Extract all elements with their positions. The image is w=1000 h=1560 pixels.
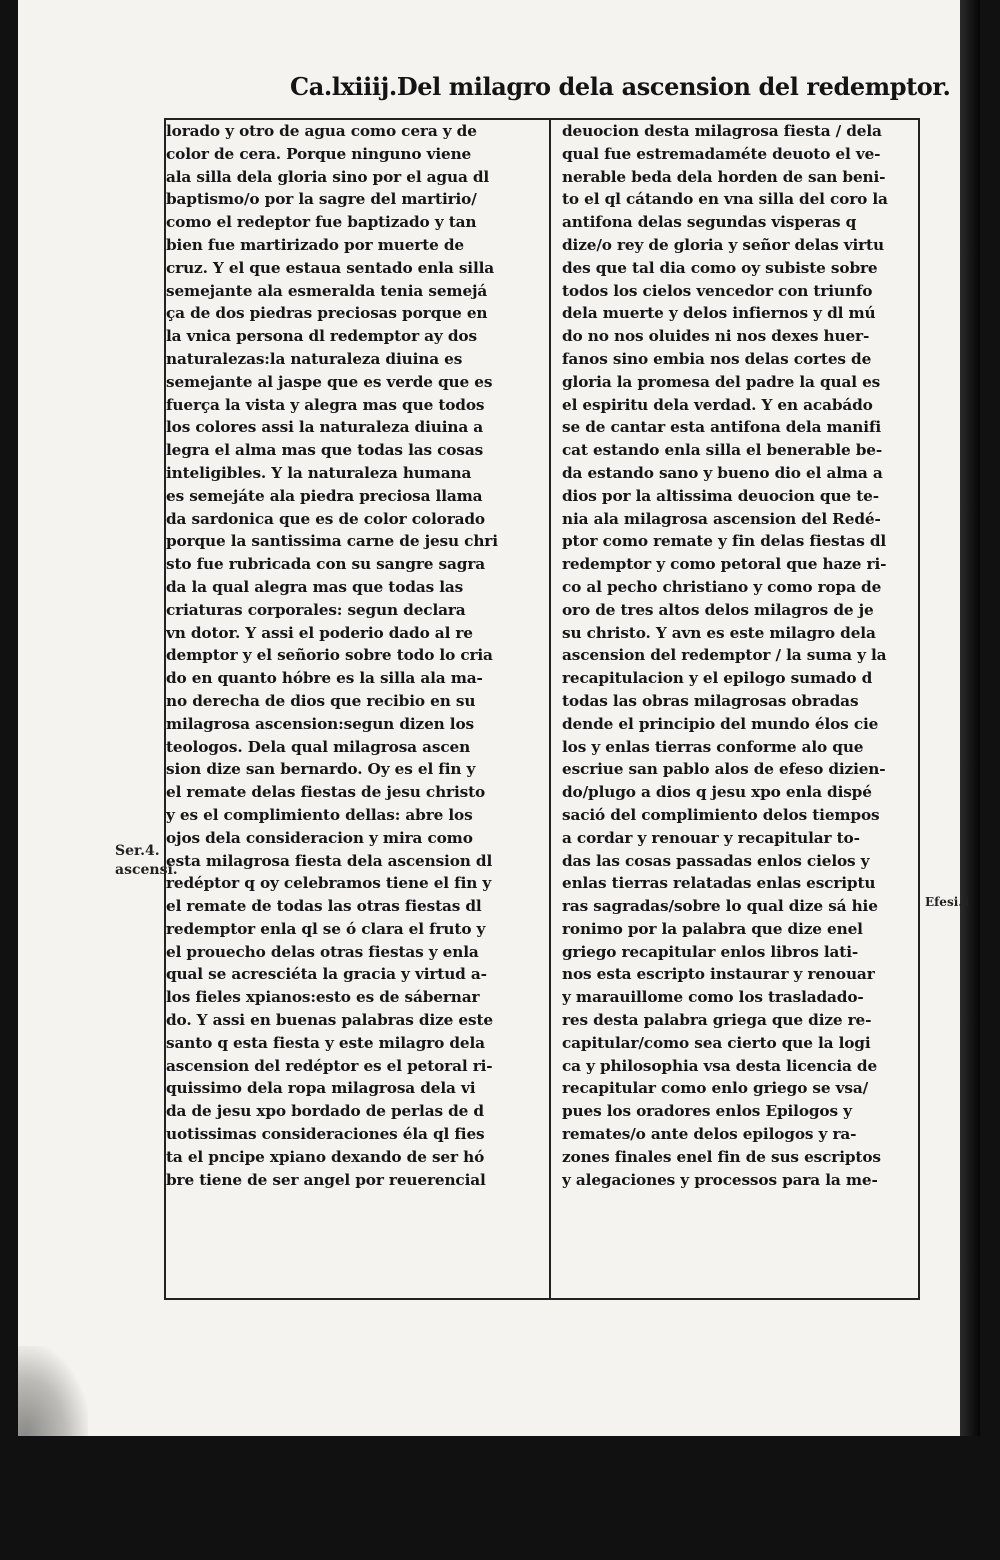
text-line: do. Y assi en buenas palabras dize este — [166, 1011, 493, 1030]
right-text-column — [562, 120, 924, 1560]
text-line: gloria la promesa del padre la qual es — [562, 372, 881, 391]
text-line: sto fue rubricada con su sangre sagra — [166, 555, 485, 574]
text-line: como el redeptor fue baptizado y tan — [166, 213, 477, 232]
text-line: escriue san pablo alos de efeso dizien- — [562, 760, 886, 779]
text-line: el remate delas fiestas de jesu christo — [166, 783, 486, 802]
text-line: el remate de todas las otras fiestas dl — [166, 897, 482, 916]
text-line: color de cera. Porque ninguno viene — [166, 144, 472, 163]
text-line: redéptor q oy celebramos tiene el fin y — [166, 874, 492, 893]
thumb-shadow — [18, 1346, 88, 1436]
text-line: demptor y el señorio sobre todo lo cria — [166, 646, 493, 665]
text-line: teologos. Dela qual milagrosa ascen — [166, 737, 471, 756]
text-line: ascension del redéptor es el petoral ri- — [166, 1056, 493, 1075]
text-line: redemptor y como petoral que haze ri- — [562, 555, 887, 574]
running-header: Ca.lxiiij.Del milagro dela ascension del redemptor. — [290, 72, 951, 101]
text-line: dende el principio del mundo élos cie — [562, 714, 879, 733]
text-line: das las cosas passadas enlos cielos y — [562, 851, 870, 870]
text-line: fuerça la vista y alegra mas que todos — [166, 395, 485, 414]
text-line: nerable beda dela horden de san beni- — [562, 167, 886, 186]
text-line: bien fue martirizado por muerte de — [166, 235, 465, 254]
text-line: se de cantar esta antifona dela manifi — [562, 418, 882, 437]
text-line: su christo. Y avn es este milagro dela — [562, 623, 876, 642]
text-line: santo q esta fiesta y este milagro dela — [166, 1033, 485, 1052]
text-line: y es el complimiento dellas: abre los — [166, 805, 473, 824]
text-line: recapitular como enlo griego se vsa/ — [562, 1079, 869, 1098]
text-line: la vnica persona dl redemptor ay dos — [166, 327, 477, 346]
text-line: dios por la altissima deuocion que te- — [562, 486, 879, 505]
text-line: porque la santissima carne de jesu chri — [166, 532, 498, 551]
text-line: ptor como remate y fin delas fiestas dl — [562, 532, 887, 551]
text-line: sació del complimiento delos tiempos — [562, 805, 880, 824]
text-line: da la qual alegra mas que todas las — [166, 577, 464, 596]
text-line: enlas tierras relatadas enlas escriptu — [562, 874, 876, 893]
text-line: capitular/como sea cierto que la logi — [562, 1033, 871, 1052]
text-line: da de jesu xpo bordado de perlas de d — [166, 1102, 484, 1121]
text-line: remates/o ante delos epilogos y ra- — [562, 1125, 857, 1144]
text-line: semejante ala esmeralda tenia semejá — [166, 281, 488, 300]
left-text-column — [166, 120, 538, 1560]
text-line: do en quanto hóbre es la silla ala ma- — [166, 669, 483, 688]
text-line: ojos dela consideracion y mira como — [166, 828, 473, 847]
text-line: lorado y otro de agua como cera y de — [166, 122, 477, 140]
text-line: fanos sino embia nos delas cortes de — [562, 349, 872, 368]
text-line: zones finales enel fin de sus escriptos — [562, 1147, 881, 1166]
text-line: los y enlas tierras conforme alo que — [562, 737, 864, 756]
margin-note-line: Ser.4. — [115, 843, 160, 859]
text-line: baptismo/o por la sagre del martirio/ — [166, 190, 477, 209]
text-line: todas las obras milagrosas obradas — [562, 691, 859, 710]
text-line: uotissimas consideraciones éla ql fies — [166, 1125, 485, 1144]
text-line: ala silla dela gloria sino por el agua dl — [166, 167, 490, 186]
text-line: dela muerte y delos infiernos y dl mú — [562, 304, 876, 323]
center-column-rule — [549, 118, 551, 1298]
text-line: a cordar y renouar y recapitular to- — [562, 828, 860, 847]
text-line: pues los oradores enlos Epilogos y — [562, 1102, 852, 1121]
text-line: ras sagradas/sobre lo qual dize sá hie — [562, 897, 878, 916]
text-line: da estando sano y bueno dio el alma a — [562, 463, 883, 482]
text-line: el prouecho delas otras fiestas y enla — [166, 942, 479, 961]
text-line: y marauillome como los trasladado- — [562, 988, 864, 1007]
text-line: da sardonica que es de color colorado — [166, 509, 485, 528]
text-line: criaturas corporales: segun declara — [166, 600, 466, 619]
text-line: nia ala milagrosa ascension del Redé- — [562, 509, 881, 528]
text-line: ça de dos piedras preciosas porque en — [166, 304, 488, 323]
text-line: qual fue estremadaméte deuoto el ve- — [562, 144, 881, 163]
text-line: griego recapitular enlos libros lati- — [562, 942, 859, 961]
text-line: antifona delas segundas visperas q — [562, 213, 857, 232]
text-line: semejante al jaspe que es verde que es — [166, 372, 493, 391]
text-line: y alegaciones y processos para la me- — [562, 1170, 878, 1189]
text-line: el espiritu dela verdad. Y en acabádo — [562, 395, 873, 414]
text-line: bre tiene de ser angel por reuerencial — [166, 1170, 486, 1189]
text-line: esta milagrosa fiesta dela ascension dl — [166, 851, 493, 870]
text-line: ca y philosophia vsa desta licencia de — [562, 1056, 878, 1075]
text-line: quissimo dela ropa milagrosa dela vi — [166, 1079, 476, 1098]
text-line: qual se acresciéta la gracia y virtud a- — [166, 965, 487, 984]
book-spine-shadow — [960, 0, 980, 1436]
margin-note-line: ascensi. — [115, 862, 178, 878]
text-line: los colores assi la naturaleza diuina a — [166, 418, 484, 437]
text-line: nos esta escripto instaurar y renouar — [562, 965, 875, 984]
text-line: cat estando enla silla el benerable be- — [562, 441, 883, 460]
text-line: ascension del redemptor / la suma y la — [562, 646, 887, 665]
text-line: los fieles xpianos:esto es de sábernar — [166, 988, 480, 1007]
text-line: deuocion desta milagrosa fiesta / dela — [562, 122, 882, 140]
text-line: inteligibles. Y la naturaleza humana — [166, 463, 472, 482]
text-line: ta el pncipe xpiano dexando de ser hó — [166, 1147, 485, 1166]
text-line: redemptor enla ql se ó clara el fruto y — [166, 919, 486, 938]
text-line: do no nos oluides ni nos dexes huer- — [562, 327, 870, 346]
margin-note-right: Efesi.1 — [925, 895, 971, 909]
text-line: res desta palabra griega que dize re- — [562, 1011, 872, 1030]
text-line: oro de tres altos delos milagros de je — [562, 600, 874, 619]
text-line: vn dotor. Y assi el poderio dado al re — [166, 623, 473, 642]
text-line: naturalezas:la naturaleza diuina es — [166, 349, 463, 368]
text-line: todos los cielos vencedor con triunfo — [562, 281, 873, 300]
text-line: no derecha de dios que recibio en su — [166, 691, 476, 710]
text-line: es semejáte ala piedra preciosa llama — [166, 486, 483, 505]
text-line: des que tal dia como oy subiste sobre — [562, 258, 878, 277]
text-line: to el ql cátando en vna silla del coro la — [562, 190, 888, 209]
text-line: legra el alma mas que todas las cosas — [166, 441, 484, 460]
text-line: ronimo por la palabra que dize enel — [562, 919, 863, 938]
text-line: co al pecho christiano y como ropa de — [562, 577, 882, 596]
text-line: do/plugo a dios q jesu xpo enla dispé — [562, 783, 872, 802]
text-line: milagrosa ascension:segun dizen los — [166, 714, 474, 733]
text-line: cruz. Y el que estaua sentado enla silla — [166, 258, 495, 277]
text-line: recapitulacion y el epilogo sumado d — [562, 669, 873, 688]
text-line: dize/o rey de gloria y señor delas virtu — [562, 235, 884, 254]
text-line: sion dize san bernardo. Oy es el fin y — [166, 760, 476, 779]
